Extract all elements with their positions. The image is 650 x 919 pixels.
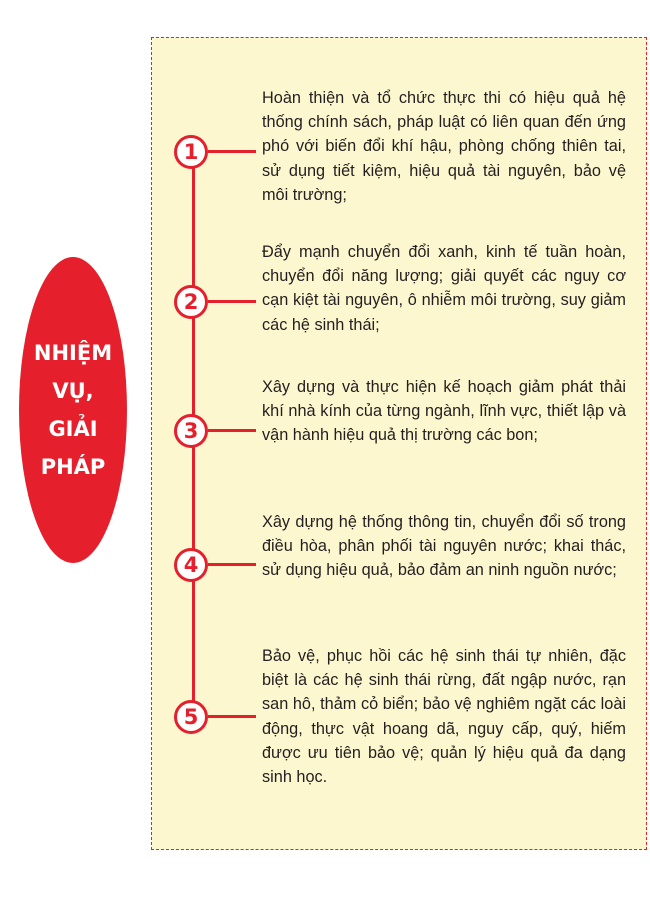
number-marker: 4 [174,548,208,582]
number-marker: 2 [174,285,208,319]
connector-line [208,563,256,566]
number-marker: 5 [174,700,208,734]
item-text: Đẩy mạnh chuyển đổi xanh, kinh tế tuần hoàn, chuyển đổi năng lượng; giải quyết các nguy cơ cạn kiệt tài nguyên, ô nhiễm môi trường, suy giảm các hệ sinh thái; [262,243,626,334]
item-text: Hoàn thiện và tổ chức thực thi có hiệu quả hệ thống chính sách, pháp luật có liên quan đến ứng phó với biến đổi khí hậu, phòng chống thiên tai, sử dụng tiết kiệm, hiệu quả tài nguyên, bảo vệ môi trường; [262,89,626,204]
title-oval [19,257,127,563]
item-text: Bảo vệ, phục hồi các hệ sinh thái tự nhiên, đặc biệt là các hệ sinh thái rừng, đất ngập nước, rạn san hô, thảm cỏ biển; bảo vệ nghiêm ngặt các loài động, thực vật hoang dã, nguy cấp, quý, hiếm được ưu tiên bảo vệ; quản lý hiệu quả đa dạng sinh học. [262,647,626,787]
number-marker: 3 [174,414,208,448]
item-text: Xây dựng hệ thống thông tin, chuyển đổi số trong điều hòa, phân phối tài nguyên nước; khai thác, sử dụng hiệu quả, bảo đảm an ninh nguồn nước; [262,513,626,580]
number-marker: 1 [174,135,208,169]
section-title: NHIỆM VỤ, GIẢI PHÁP [33,341,113,479]
item-text: Xây dựng và thực hiện kế hoạch giảm phát thải khí nhà kính của từng ngành, lĩnh vực, thiết lập và vận hành hiệu quả thị trường các bon; [262,378,626,445]
solutions-panel [151,37,647,850]
connector-line [208,300,256,303]
connector-line [208,150,256,153]
connector-line [208,715,256,718]
connector-line [208,429,256,432]
